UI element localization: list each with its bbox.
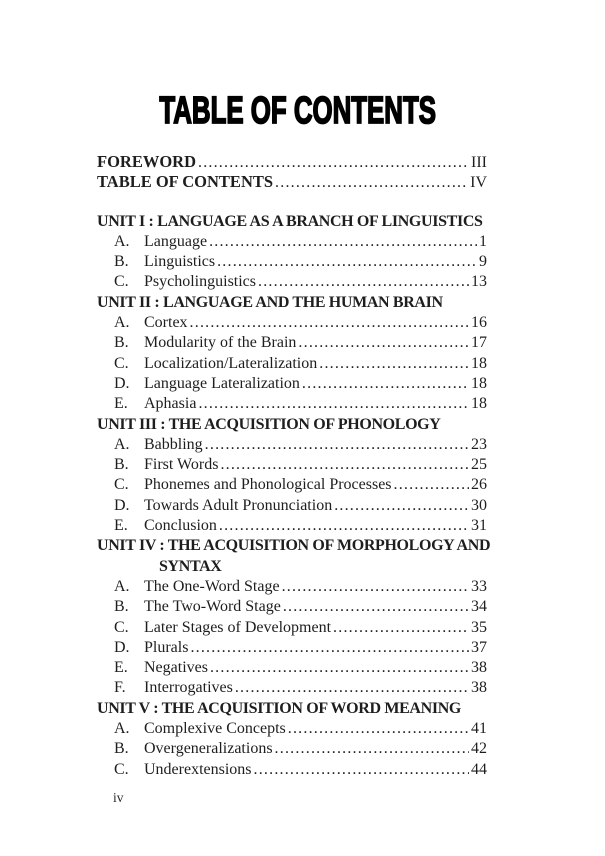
dot-leader — [188, 638, 469, 658]
toc-item-letter: E. — [114, 659, 128, 677]
toc-item-row — [97, 455, 487, 475]
toc-item-page-number: 35 — [471, 618, 487, 636]
toc-entry-label: FOREWORD — [97, 152, 196, 171]
toc-item-letter: A. — [114, 720, 130, 738]
toc-item-label: Underextensions — [144, 760, 252, 778]
toc-item-letter: B. — [114, 598, 129, 616]
toc-item-label: Modularity of the Brain — [144, 334, 297, 352]
dot-leader — [196, 394, 469, 414]
toc-item-page-number: 16 — [471, 314, 487, 332]
dot-leader — [207, 232, 477, 252]
page-number: iv — [113, 789, 124, 805]
toc-item-label: The Two-Word Stage — [144, 598, 281, 616]
unit-heading — [97, 699, 487, 719]
toc-item-letter: C. — [114, 273, 129, 291]
toc-item-page-number: 18 — [471, 374, 487, 392]
dot-leader — [203, 435, 469, 455]
toc-item-page-number: 30 — [471, 496, 487, 514]
toc-item-page-number: 38 — [471, 679, 487, 697]
toc-item-row — [97, 435, 487, 455]
toc-item-label: Plurals — [144, 638, 189, 656]
unit-heading-line1: UNIT I : LANGUAGE AS A BRANCH OF LINGUISTICS — [97, 212, 483, 230]
toc-item-row — [97, 638, 487, 658]
toc-entry-row — [97, 172, 487, 192]
toc-item-label: Towards Adult Pronunciation — [144, 496, 333, 514]
dot-leader — [256, 272, 469, 292]
toc-item-label: Phonemes and Phonological Processes — [144, 476, 392, 494]
toc-item-label: Aphasia — [144, 395, 197, 413]
toc-item-page-number: 18 — [471, 395, 487, 413]
front-matter-entries — [97, 152, 487, 193]
toc-item-letter: B. — [114, 456, 129, 474]
unit-heading-line1: UNIT II : LANGUAGE AND THE HUMAN BRAIN — [97, 293, 443, 311]
toc-item-label: Overgeneralizations — [144, 740, 273, 758]
toc-item-row — [97, 394, 487, 414]
dot-leader — [296, 333, 469, 353]
toc-item-label: Later Stages of Development — [144, 618, 332, 636]
page-title: TABLE OF CONTENTS — [159, 90, 436, 132]
toc-item-label: Conclusion — [144, 517, 217, 535]
toc-item-label: The One-Word Stage — [144, 577, 280, 595]
toc-entry-label: TABLE OF CONTENTS — [97, 172, 274, 192]
toc-entry-page-number: IV — [470, 174, 487, 192]
toc-item-page-number: 44 — [471, 760, 487, 778]
toc-item-page-number: 1 — [479, 232, 487, 250]
toc-item-row — [97, 252, 487, 272]
toc-item-label: Complexive Concepts — [144, 720, 286, 738]
toc-item-row — [97, 577, 487, 597]
toc-item-row — [97, 739, 487, 759]
dot-leader — [196, 153, 469, 173]
unit-entries — [97, 212, 491, 780]
toc-entry-row — [97, 152, 487, 172]
toc-item-letter: C. — [114, 618, 129, 636]
dot-leader — [317, 354, 469, 374]
dot-leader — [286, 719, 469, 739]
toc-item-page-number: 13 — [471, 273, 487, 291]
toc-item-row — [97, 354, 487, 374]
toc-item-page-number: 18 — [471, 354, 487, 372]
unit-heading-line2: SYNTAX — [159, 557, 222, 575]
dot-leader — [300, 374, 469, 394]
toc-item-letter: A. — [114, 577, 130, 595]
toc-item-row — [97, 496, 487, 516]
unit-heading-line1: UNIT III : THE ACQUISITION OF PHONOLOGY — [97, 415, 441, 433]
table-of-contents — [97, 152, 491, 780]
dot-leader — [392, 475, 469, 495]
toc-item-letter: E. — [114, 517, 128, 535]
dot-leader — [215, 252, 477, 272]
toc-item-letter: E. — [114, 395, 128, 413]
toc-item-page-number: 42 — [471, 740, 487, 758]
toc-item-page-number: 25 — [471, 456, 487, 474]
toc-item-row — [97, 719, 487, 739]
toc-item-label: First Words — [144, 456, 219, 474]
toc-item-row — [97, 597, 487, 617]
toc-item-page-number: 9 — [479, 253, 487, 271]
toc-item-row — [97, 333, 487, 353]
toc-item-page-number: 34 — [471, 598, 487, 616]
dot-leader — [208, 658, 469, 678]
dot-leader — [331, 618, 469, 638]
unit-heading — [97, 415, 487, 435]
toc-item-letter: A. — [114, 435, 130, 453]
toc-item-label: Negatives — [144, 659, 208, 677]
dot-leader — [233, 678, 469, 698]
toc-item-row — [97, 618, 487, 638]
toc-item-letter: A. — [114, 232, 130, 250]
toc-item-row — [97, 475, 487, 495]
toc-item-letter: D. — [114, 496, 130, 514]
toc-item-row — [97, 760, 487, 780]
unit-heading-line1: UNIT IV : THE ACQUISITION OF MORPHOLOGY AND — [97, 537, 491, 555]
toc-item-row — [97, 272, 487, 292]
toc-item-label: Cortex — [144, 314, 188, 332]
toc-item-page-number: 33 — [471, 577, 487, 595]
toc-item-label: Language — [144, 232, 208, 250]
unit-heading — [97, 293, 487, 313]
dot-leader — [218, 455, 469, 475]
toc-item-row — [97, 516, 487, 536]
toc-item-row — [97, 232, 487, 252]
toc-item-letter: D. — [114, 374, 130, 392]
toc-item-letter: B. — [114, 253, 129, 271]
toc-item-page-number: 26 — [471, 476, 487, 494]
toc-item-label: Linguistics — [144, 253, 216, 271]
toc-item-letter: B. — [114, 740, 129, 758]
toc-item-letter: D. — [114, 638, 130, 656]
toc-item-label: Psycholinguistics — [144, 273, 257, 291]
toc-item-label: Interrogatives — [144, 679, 233, 697]
toc-item-label: Babbling — [144, 435, 203, 453]
toc-item-row — [97, 313, 487, 333]
toc-item-letter: C. — [114, 354, 129, 372]
dot-leader — [273, 173, 468, 193]
unit-heading-line1: UNIT V : THE ACQUISITION OF WORD MEANING — [97, 699, 462, 717]
toc-item-page-number: 31 — [471, 517, 487, 535]
toc-item-letter: B. — [114, 334, 129, 352]
toc-item-page-number: 23 — [471, 435, 487, 453]
dot-leader — [280, 577, 469, 597]
toc-item-letter: C. — [114, 476, 129, 494]
toc-entry-page-number: III — [471, 154, 487, 171]
dot-leader — [252, 760, 469, 780]
dot-leader — [332, 496, 469, 516]
toc-item-row — [97, 658, 487, 678]
toc-item-row — [97, 678, 487, 698]
toc-item-letter: F. — [114, 679, 126, 697]
toc-item-page-number: 38 — [471, 659, 487, 677]
dot-leader — [281, 597, 469, 617]
toc-item-page-number: 41 — [471, 720, 487, 738]
unit-heading — [97, 212, 487, 232]
unit-heading — [97, 536, 491, 577]
toc-item-label: Localization/Lateralization — [144, 354, 318, 372]
toc-item-page-number: 37 — [471, 638, 487, 656]
toc-item-page-number: 17 — [471, 334, 487, 352]
toc-item-letter: C. — [114, 760, 129, 778]
toc-item-letter: A. — [114, 314, 130, 332]
dot-leader — [273, 739, 469, 759]
dot-leader — [188, 313, 469, 333]
dot-leader — [217, 516, 469, 536]
toc-item-label: Language Lateralization — [144, 374, 300, 392]
toc-item-row — [97, 374, 487, 394]
